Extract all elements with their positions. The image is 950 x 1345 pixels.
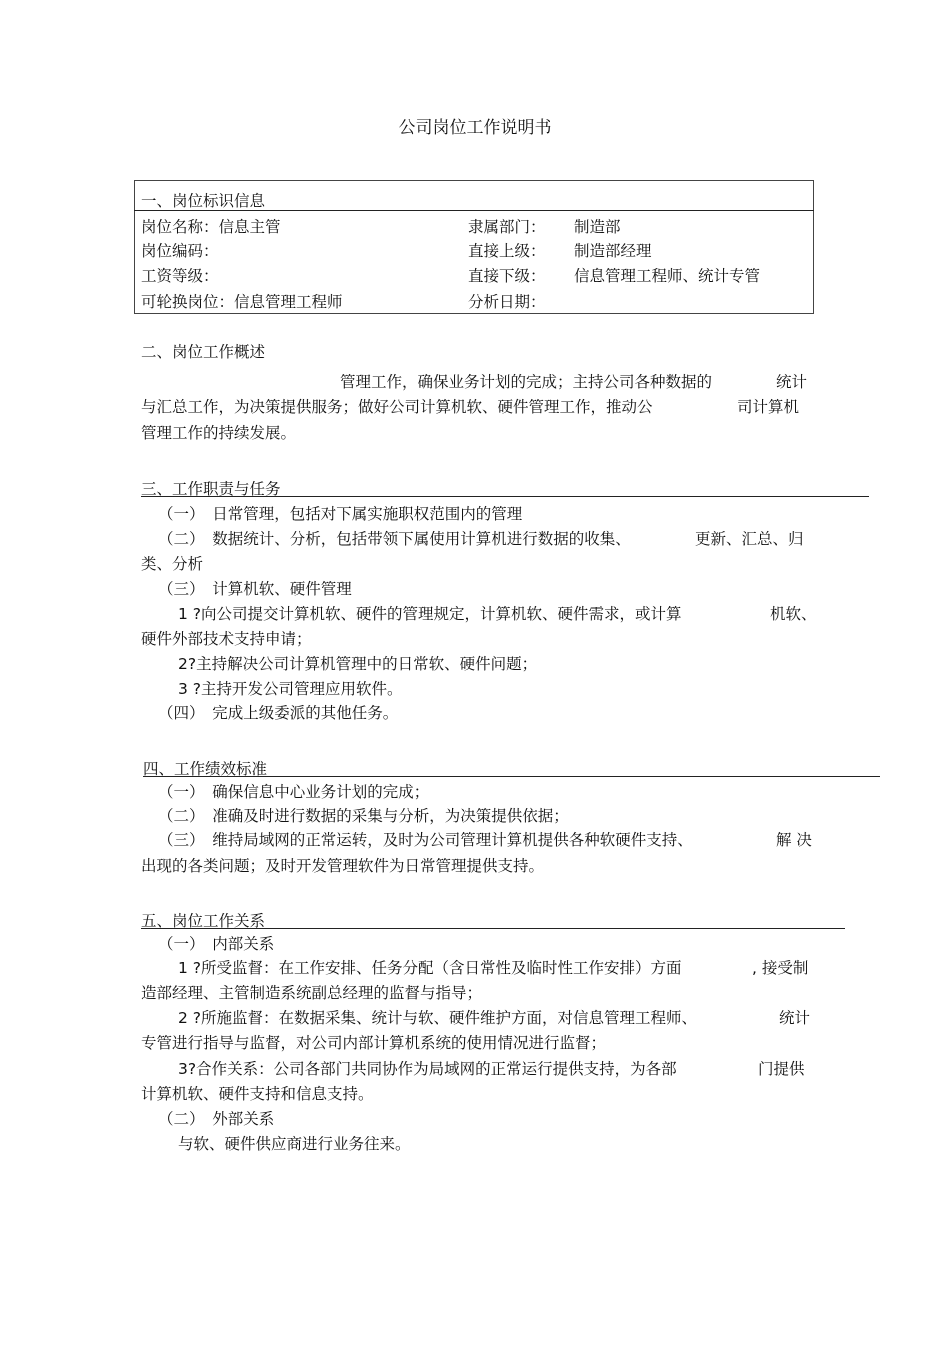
salary-grade: 工资等级：: [141, 267, 219, 285]
duty-line: 机软、: [770, 605, 817, 623]
performance-line: （一） 确保信息中心业务计划的完成；: [158, 783, 430, 801]
relation-line: 专管进行指导与监督，对公司内部计算机系统的使用情况进行监督；: [141, 1034, 607, 1052]
relation-line: 与软、硬件供应商进行业务往来。: [178, 1135, 411, 1153]
overview-line: 管理工作的持续发展。: [141, 424, 297, 442]
section-1-heading: 一、岗位标识信息: [141, 192, 266, 210]
analysis-date-label: 分析日期：: [468, 293, 546, 311]
duty-line: 更新、汇总、归: [695, 530, 804, 548]
duty-line: 1 ?向公司提交计算机软、硬件的管理规定，计算机软、硬件需求，或计算: [178, 605, 682, 623]
section-5-heading: 五、岗位工作关系: [141, 912, 266, 930]
relation-line: （一） 内部关系: [158, 935, 275, 953]
section-3-underline: [141, 496, 869, 497]
duty-line: （三） 计算机软、硬件管理: [158, 580, 352, 598]
section-2-heading: 二、岗位工作概述: [141, 343, 266, 361]
overview-line: 司计算机: [737, 398, 800, 416]
relation-line: 统计: [779, 1009, 811, 1027]
relation-line: 1 ?所受监督：在工作安排、任务分配（含日常性及临时性工作安排）方面: [178, 959, 682, 977]
overview-line: 管理工作，确保业务计划的完成；主持公司各种数据的: [340, 373, 713, 391]
position-name: 岗位名称：信息主管: [141, 218, 281, 236]
duty-line: （二） 数据统计、分析，包括带领下属使用计算机进行数据的收集、: [158, 530, 631, 548]
position-code: 岗位编码：: [141, 242, 219, 260]
department-label: 隶属部门：: [468, 218, 546, 236]
relation-line: 造部经理、主管制造系统副总经理的监督与指导；: [141, 984, 483, 1002]
relation-line: , 接受制: [752, 959, 809, 977]
duty-line: （一） 日常管理，包括对下属实施职权范围内的管理: [158, 505, 523, 523]
performance-line: （三） 维持局域网的正常运转，及时为公司管理计算机提供各种软硬件支持、: [158, 831, 693, 849]
relation-line: 2 ?所施监督：在数据采集、统计与软、硬件维护方面，对信息管理工程师、: [178, 1009, 698, 1027]
relation-line: 门提供: [758, 1060, 805, 1078]
duty-line: 类、分析: [141, 555, 204, 573]
duty-line: 硬件外部技术支持申请；: [141, 630, 312, 648]
section-4-underline: [143, 776, 880, 777]
performance-line: 出现的各类问题；及时开发管理软件为日常管理提供支持。: [141, 857, 545, 875]
overview-line: 与汇总工作，为决策提供服务；做好公司计算机软、硬件管理工作，推动公: [141, 398, 653, 416]
superior-label: 直接上级：: [468, 242, 546, 260]
relation-line: 3?合作关系：公司各部门共同协作为局域网的正常运行提供支持，为各部: [178, 1060, 677, 1078]
department-value: 制造部: [574, 218, 621, 236]
superior-value: 制造部经理: [574, 242, 652, 260]
section-5-underline: [141, 928, 845, 929]
rotation-position: 可轮换岗位：信息管理工程师: [141, 293, 343, 311]
performance-line: 解 决: [776, 831, 812, 849]
duty-line: 3 ?主持开发公司管理应用软件。: [178, 680, 403, 698]
relation-line: （二） 外部关系: [158, 1110, 275, 1128]
duty-line: 2?主持解决公司计算机管理中的日常软、硬件问题；: [178, 655, 538, 673]
overview-line: 统计: [776, 373, 808, 391]
section-3-heading: 三、工作职责与任务: [141, 480, 281, 498]
subordinate-value: 信息管理工程师、统计专管: [574, 267, 761, 285]
section-4-heading: 四、工作绩效标准: [143, 760, 268, 778]
subordinate-label: 直接下级：: [468, 267, 546, 285]
relation-line: 计算机软、硬件支持和信息支持。: [141, 1085, 374, 1103]
performance-line: （二） 准确及时进行数据的采集与分析，为决策提供依据；: [158, 807, 569, 825]
duty-line: （四） 完成上级委派的其他任务。: [158, 704, 399, 722]
document-title: 公司岗位工作说明书: [398, 118, 552, 138]
